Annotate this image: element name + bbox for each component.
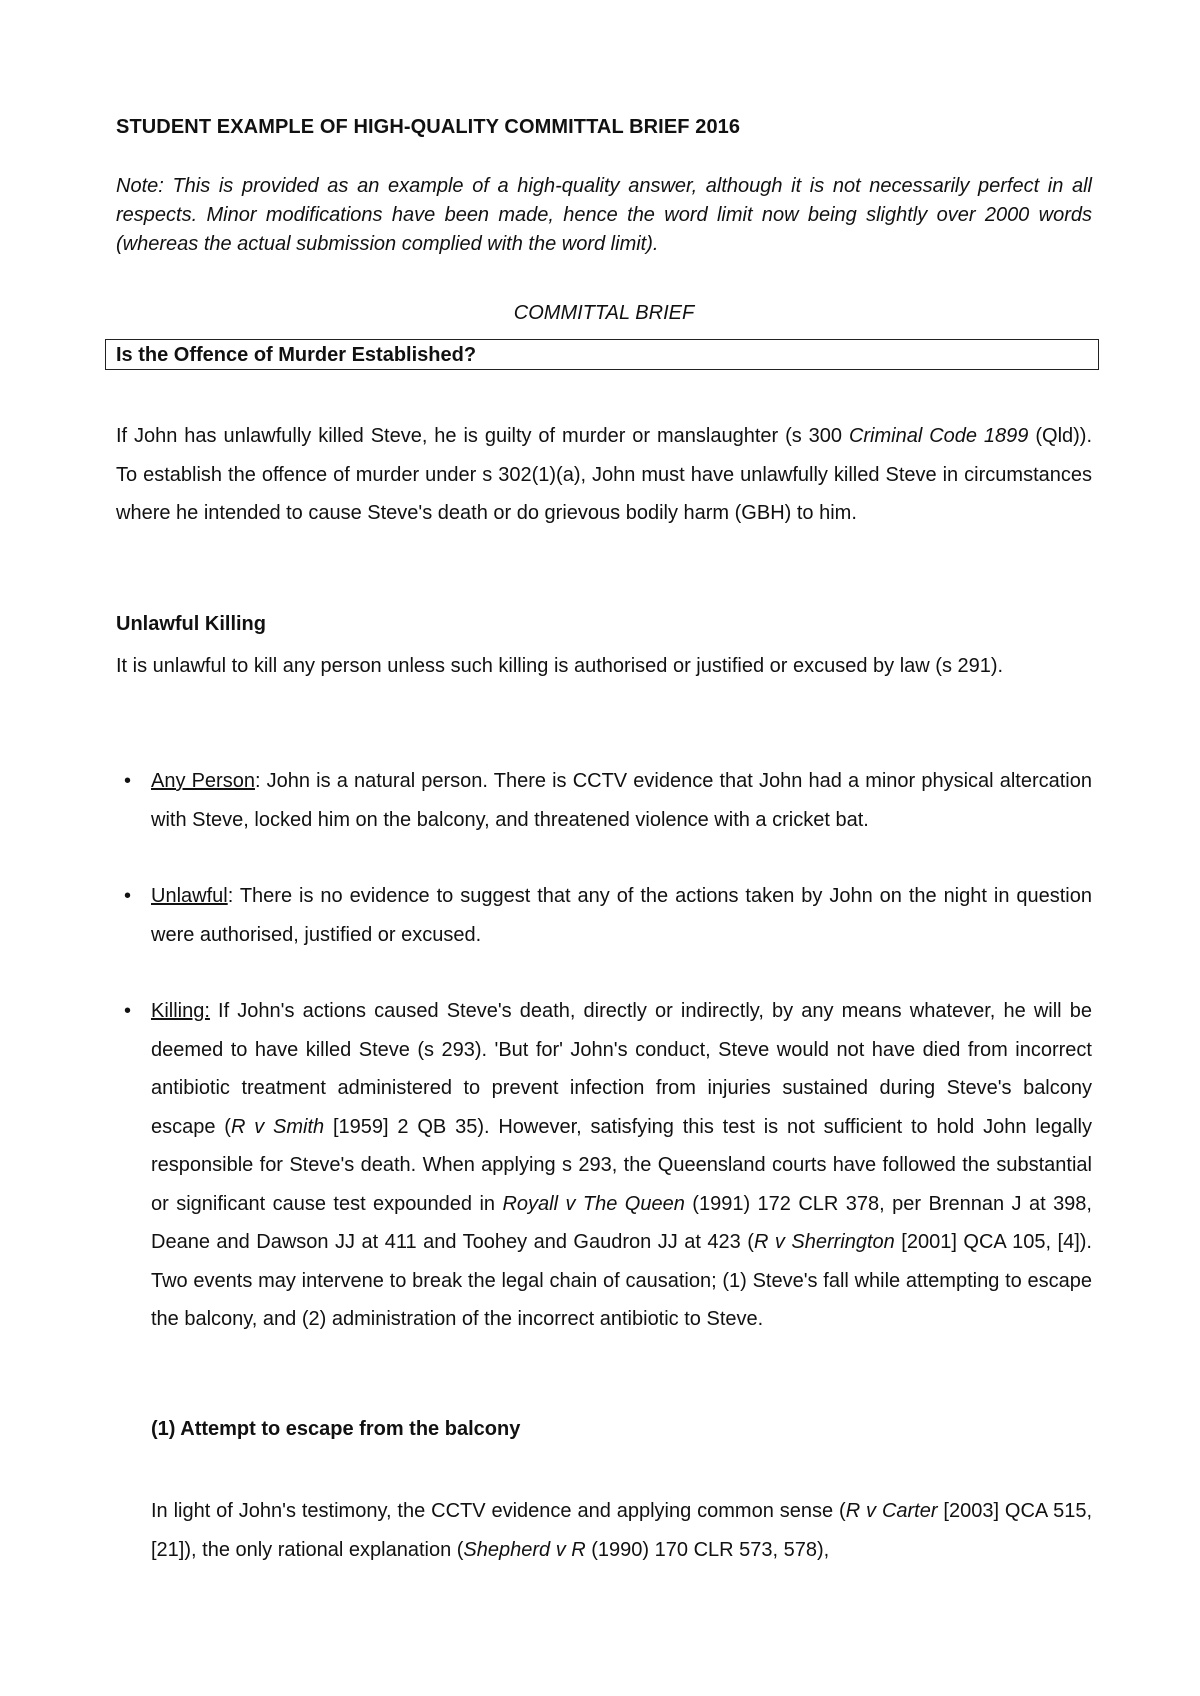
case-citation: Shepherd v R — [463, 1538, 586, 1561]
bullet-text: [1959] 2 QB 35). However, satisfying this test is not sufficient to hold John legally responsible for Steve's death. When applying s 293, the Queensland courts have followed the substantial or significant cause test expounded in — [151, 1115, 1092, 1215]
document-title: STUDENT EXAMPLE OF HIGH-QUALITY COMMITTAL BRIEF 2016 — [116, 116, 741, 138]
bullet-text: : There is no evidence to suggest that any of the actions taken by John on the night in question were authorised, justified or excused. — [151, 885, 1092, 946]
brief-heading: COMMITTAL BRIEF — [513, 302, 695, 324]
subsection-heading: (1) Attempt to escape from the balcony — [151, 1418, 521, 1440]
subsection-text: In light of John's testimony, the CCTV evidence and applying common sense ( — [151, 1500, 846, 1522]
bullet-text: (1991) 172 CLR 378, per Brennan J at 398, Deane and Dawson JJ at 411 and Toohey and Gaudron JJ at 423 ( — [151, 1192, 1092, 1253]
bullet-text: If John's actions caused Steve's death, directly or indirectly, by any means whatever, he will be deemed to have killed Steve (s 293). 'But for' John's conduct, Steve would not have died from incorrect antibiotic treatment administered to prevent infection from injuries sustained during Steve's balcony escape ( — [151, 1000, 1092, 1138]
unlawful-killing-paragraph: It is unlawful to kill any person unless such killing is authorised or justified or excused by law (s 291). — [116, 655, 1004, 677]
statute-citation: Criminal Code 1899 — [848, 425, 1029, 447]
intro-paragraph — [116, 417, 1092, 533]
bullet-label: Any Person — [151, 770, 255, 792]
bullet-item-killing — [151, 992, 1092, 1339]
section-heading: Is the Offence of Murder Established? — [116, 344, 477, 366]
bullet-icon: • — [124, 885, 132, 907]
intro-text: If John has unlawfully killed Steve, he is guilty of murder or manslaughter (s 300 — [116, 425, 849, 447]
bullet-text: [2001] QCA 105, [4]). Two events may intervene to break the legal chain of causation; (1) Steve's fall while attempting to escape the balcony, and (2) administration of the incorrect antibiotic to Steve. — [151, 1231, 1092, 1330]
bullet-icon: • — [124, 1000, 132, 1022]
subsection-text: [2003] QCA 515, [21]), the only rational explanation ( — [151, 1500, 1093, 1561]
subsection-text: (1990) 170 CLR 573, 578), — [585, 1538, 830, 1561]
bullet-item-unlawful — [151, 877, 1092, 954]
bullet-item-any-person — [151, 762, 1092, 839]
case-citation: R v Carter — [845, 1500, 938, 1522]
bullet-label: Unlawful — [151, 885, 228, 907]
section-heading-box — [105, 339, 1099, 370]
unlawful-killing-heading: Unlawful Killing — [116, 613, 266, 635]
bullet-icon: • — [124, 770, 132, 792]
bullet-text: : John is a natural person. There is CCTV evidence that John had a minor physical altercation with Steve, locked him on the balcony, and threatened violence with a cricket bat. — [151, 770, 1092, 831]
case-citation: R v Sherrington — [753, 1231, 895, 1253]
bullet-label: Killing: — [151, 1000, 210, 1022]
note-paragraph: Note: This is provided as an example of a high-quality answer, although it is not necessarily perfect in all respects. Minor modifications have been made, hence the word limit now being slightly over 2000 words (whereas the actual submission complied with the word limit). — [116, 175, 1092, 255]
intro-text: (Qld)). To establish the offence of murder under s 302(1)(a), John must have unlawfully killed Steve in circumstances where he intended to cause Steve's death or do grievous bodily harm (GBH) to him. — [116, 425, 1093, 524]
case-citation: R v Smith — [230, 1115, 325, 1138]
case-citation: Royall v The Queen — [502, 1192, 685, 1215]
subsection-paragraph — [151, 1492, 1092, 1569]
